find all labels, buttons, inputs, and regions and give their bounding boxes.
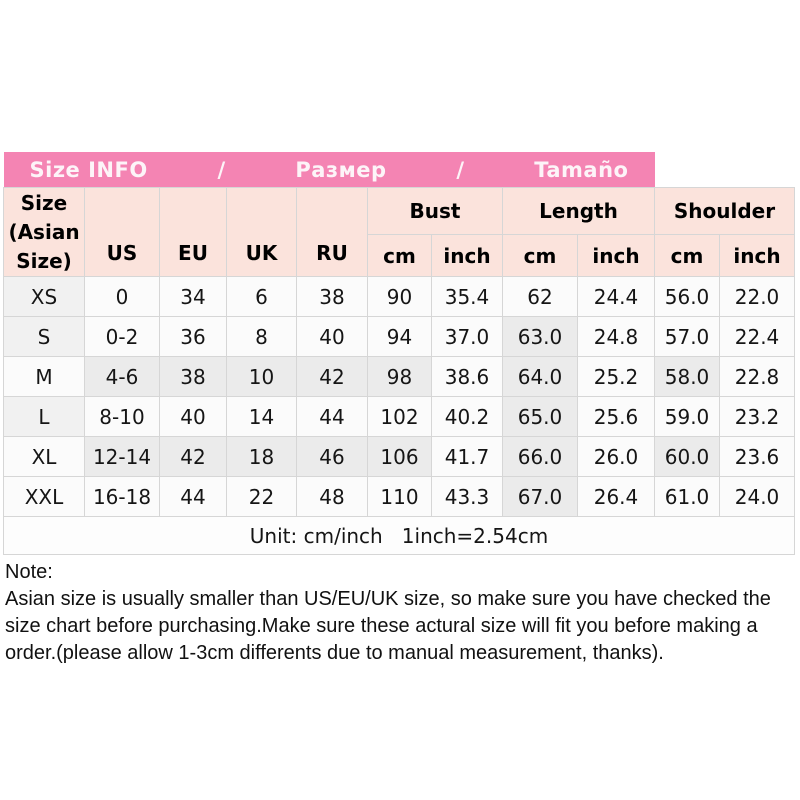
cell-ru: 46 (297, 437, 368, 477)
cell-length-cm: 62 (503, 277, 578, 317)
cell-ru: 42 (297, 357, 368, 397)
cell-size: M (4, 357, 85, 397)
cell-shoulder-inch: 24.0 (720, 477, 795, 517)
cell-us: 12-14 (85, 437, 160, 477)
unit-note: Unit: cm/inch 1inch=2.54cm (4, 517, 795, 555)
header-ru: RU (297, 188, 368, 277)
cell-bust-inch: 43.3 (432, 477, 503, 517)
header-shoulder: Shoulder (655, 188, 795, 235)
cell-length-inch: 25.6 (578, 397, 655, 437)
cell-shoulder-cm: 59.0 (655, 397, 720, 437)
note-line: size chart before purchasing.Make sure these actural size will fit you before making a (5, 615, 758, 637)
header-uk: UK (227, 188, 297, 277)
table-row-l (4, 397, 795, 437)
size-chart-table (3, 152, 795, 555)
note-block (5, 559, 799, 667)
title-spacer (655, 152, 795, 188)
header-length: Length (503, 188, 655, 235)
cell-ru: 48 (297, 477, 368, 517)
note-line: Asian size is usually smaller than US/EU/UK size, so make sure you have checked the (5, 588, 771, 610)
cell-us: 0 (85, 277, 160, 317)
cell-shoulder-inch: 23.2 (720, 397, 795, 437)
cell-bust-cm: 98 (368, 357, 432, 397)
cell-length-inch: 25.2 (578, 357, 655, 397)
title-bar-pink (4, 152, 655, 188)
title-tamano: Tamaño (534, 157, 629, 182)
cell-bust-cm: 110 (368, 477, 432, 517)
cell-bust-inch: 37.0 (432, 317, 503, 357)
cell-length-cm: 64.0 (503, 357, 578, 397)
cell-length-inch: 24.4 (578, 277, 655, 317)
cell-shoulder-inch: 22.8 (720, 357, 795, 397)
cell-bust-cm: 90 (368, 277, 432, 317)
cell-shoulder-cm: 56.0 (655, 277, 720, 317)
cell-size: XS (4, 277, 85, 317)
cell-us: 16-18 (85, 477, 160, 517)
note-title: Note: (5, 561, 53, 583)
cell-uk: 6 (227, 277, 297, 317)
table-row-s (4, 317, 795, 357)
cell-bust-cm: 102 (368, 397, 432, 437)
cell-us: 8-10 (85, 397, 160, 437)
cell-size: S (4, 317, 85, 357)
title-separator-2: / (456, 157, 465, 182)
title-size-info: Size INFO (29, 157, 148, 182)
header-shoulder-inch: inch (720, 235, 795, 277)
cell-eu: 44 (160, 477, 227, 517)
cell-shoulder-cm: 60.0 (655, 437, 720, 477)
cell-uk: 8 (227, 317, 297, 357)
cell-eu: 42 (160, 437, 227, 477)
header-shoulder-cm: cm (655, 235, 720, 277)
cell-size: XXL (4, 477, 85, 517)
cell-length-inch: 24.8 (578, 317, 655, 357)
cell-us: 4-6 (85, 357, 160, 397)
cell-length-cm: 65.0 (503, 397, 578, 437)
cell-length-inch: 26.0 (578, 437, 655, 477)
note-line: order.(please allow 1-3cm differents due to manual measurement, thanks). (5, 642, 664, 664)
cell-ru: 40 (297, 317, 368, 357)
cell-shoulder-inch: 22.0 (720, 277, 795, 317)
cell-length-cm: 63.0 (503, 317, 578, 357)
cell-uk: 22 (227, 477, 297, 517)
cell-shoulder-cm: 58.0 (655, 357, 720, 397)
table-row-xxl (4, 477, 795, 517)
title-razmer: Размер (295, 157, 387, 182)
header-length-cm: cm (503, 235, 578, 277)
cell-bust-cm: 94 (368, 317, 432, 357)
cell-size: XL (4, 437, 85, 477)
cell-ru: 38 (297, 277, 368, 317)
cell-shoulder-inch: 22.4 (720, 317, 795, 357)
cell-eu: 40 (160, 397, 227, 437)
header-bust-cm: cm (368, 235, 432, 277)
cell-length-inch: 26.4 (578, 477, 655, 517)
cell-length-cm: 66.0 (503, 437, 578, 477)
header-bust-inch: inch (432, 235, 503, 277)
table-row-m (4, 357, 795, 397)
cell-uk: 18 (227, 437, 297, 477)
cell-length-cm: 67.0 (503, 477, 578, 517)
header-length-inch: inch (578, 235, 655, 277)
cell-bust-cm: 106 (368, 437, 432, 477)
cell-bust-inch: 38.6 (432, 357, 503, 397)
cell-shoulder-inch: 23.6 (720, 437, 795, 477)
title-bar (4, 152, 795, 188)
cell-bust-inch: 41.7 (432, 437, 503, 477)
cell-eu: 36 (160, 317, 227, 357)
header-us: US (85, 188, 160, 277)
cell-shoulder-cm: 61.0 (655, 477, 720, 517)
cell-eu: 38 (160, 357, 227, 397)
cell-uk: 14 (227, 397, 297, 437)
cell-size: L (4, 397, 85, 437)
header-row-groups (4, 188, 795, 235)
header-eu: EU (160, 188, 227, 277)
cell-bust-inch: 35.4 (432, 277, 503, 317)
title-separator-1: / (217, 157, 226, 182)
cell-eu: 34 (160, 277, 227, 317)
header-bust: Bust (368, 188, 503, 235)
table-row-xs (4, 277, 795, 317)
table-row-xl (4, 437, 795, 477)
cell-ru: 44 (297, 397, 368, 437)
cell-bust-inch: 40.2 (432, 397, 503, 437)
cell-us: 0-2 (85, 317, 160, 357)
cell-uk: 10 (227, 357, 297, 397)
unit-row (4, 517, 795, 555)
header-size-asian: Size (Asian Size) (4, 188, 85, 277)
cell-shoulder-cm: 57.0 (655, 317, 720, 357)
